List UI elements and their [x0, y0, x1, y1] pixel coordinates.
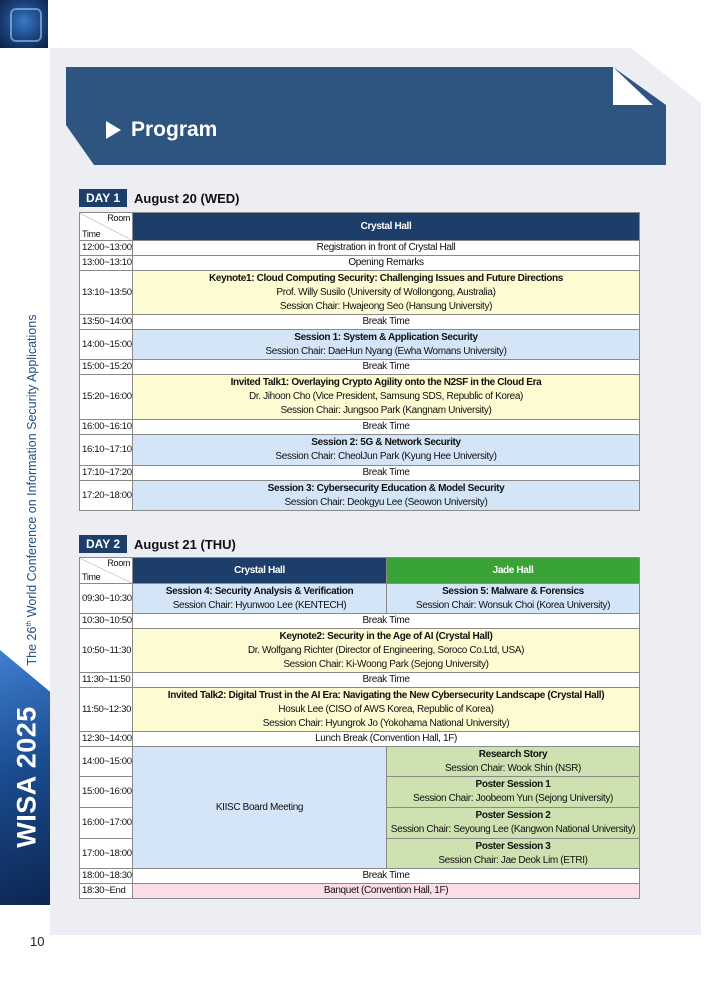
- day1-badge: DAY 1: [79, 189, 127, 207]
- table-row: 14:00~15:00 Session 1: System & Application Security Session Chair: DaeHun Nyang (Ewha Womans University): [80, 330, 640, 360]
- table-row: 15:00~15:20 Break Time: [80, 360, 640, 375]
- session5-cell: Session 5: Malware & Forensics Session Chair: Wonsuk Choi (Korea University): [387, 584, 640, 614]
- page-number: 10: [30, 934, 45, 949]
- table-row: 12:00~13:00 Registration in front of Crystal Hall: [80, 241, 640, 256]
- table-row: 16:00~16:10 Break Time: [80, 420, 640, 435]
- page-title: Program: [106, 118, 217, 142]
- poster-session3-cell: Poster Session 3 Session Chair: Jae Deok Lim (ETRI): [387, 839, 640, 869]
- room-time-corner: Room Time: [80, 558, 133, 584]
- table-row: 18:30~End Banquet (Convention Hall, 1F): [80, 884, 640, 899]
- keynote1-cell: Keynote1: Cloud Computing Security: Challenging Issues and Future Directions Prof. Willy Susilo (University of Wollongong, Australia) Session Chair: Hwajeong Seo (Hansung University): [133, 271, 640, 315]
- day2-schedule-table: [79, 557, 640, 899]
- crystal-hall-header: Crystal Hall: [133, 558, 387, 584]
- table-row: 13:50~14:00 Break Time: [80, 315, 640, 330]
- program-banner: [66, 67, 666, 165]
- banquet-cell: Banquet (Convention Hall, 1F): [133, 884, 640, 899]
- table-row: 16:10~17:10 Session 2: 5G & Network Security Session Chair: CheolJun Park (Kyung Hee University): [80, 435, 640, 466]
- table-row: 11:30~11:50 Break Time: [80, 673, 640, 688]
- day1-date: August 20 (WED): [134, 190, 240, 206]
- invited-talk2-cell: Invited Talk2: Digital Trust in the AI Era: Navigating the New Cybersecurity Landscape (Crystal Hall) Hosuk Lee (CISO of AWS Korea, Republic of Korea) Session Chair: Hyungrok Jo (Yokohama National University): [133, 688, 640, 732]
- table-row: 17:10~17:20 Break Time: [80, 466, 640, 481]
- table-row: 10:30~10:50 Break Time: [80, 614, 640, 629]
- table-row: 09:30~10:30 Session 4: Security Analysis & Verification Session Chair: Hyunwoo Lee (KENTECH) Session 5: Malware & Forensics Session Chair: Wonsuk Choi (Korea University): [80, 584, 640, 614]
- session3-cell: Session 3: Cybersecurity Education & Model Security Session Chair: Deokgyu Lee (Seowon University): [133, 481, 640, 511]
- table-row: 16:00~17:00 Poster Session 2 Session Chair: Seyoung Lee (Kangwon National University): [80, 808, 640, 839]
- crystal-hall-header: Crystal Hall: [133, 213, 640, 241]
- table-row: 17:20~18:00 Session 3: Cybersecurity Education & Model Security Session Chair: Deokgyu Lee (Seowon University): [80, 481, 640, 511]
- table-row: 13:10~13:50 Keynote1: Cloud Computing Security: Challenging Issues and Future Directions Prof. Willy Susilo (University of Wollongong, Australia) Session Chair: Hwajeong Seo (Hansung University): [80, 271, 640, 315]
- table-row: 18:00~18:30 Break Time: [80, 869, 640, 884]
- header-decoration-image: [0, 0, 48, 48]
- room-time-corner: Room Time: [80, 213, 133, 241]
- table-header-row: [80, 558, 640, 584]
- table-row: 10:50~11:30 Keynote2: Security in the Age of AI (Crystal Hall) Dr. Wolfgang Richter (Director of Engineering, Soroco Co.Ltd, USA) Session Chair: Ki-Woong Park (Sejong University): [80, 629, 640, 673]
- wisa-logo: WISA 2025: [11, 706, 42, 848]
- day1-schedule-table: [79, 212, 640, 511]
- day1-heading: [79, 189, 239, 207]
- day2-date: August 21 (THU): [134, 536, 236, 552]
- day2-heading: [79, 535, 236, 553]
- table-row: 17:00~18:00 Poster Session 3 Session Chair: Jae Deok Lim (ETRI): [80, 839, 640, 869]
- session2-cell: Session 2: 5G & Network Security Session Chair: CheolJun Park (Kyung Hee University): [133, 435, 640, 466]
- table-row: 14:00~15:00 KIISC Board Meeting Research Story Session Chair: Wook Shin (NSR): [80, 747, 640, 777]
- poster-session1-cell: Poster Session 1 Session Chair: Joobeom Yun (Sejong University): [387, 777, 640, 808]
- table-row: 15:00~16:00 Poster Session 1 Session Chair: Joobeom Yun (Sejong University): [80, 777, 640, 808]
- table-header-row: [80, 213, 640, 241]
- table-row: 12:30~14:00 Lunch Break (Convention Hall, 1F): [80, 732, 640, 747]
- research-story-cell: Research Story Session Chair: Wook Shin (NSR): [387, 747, 640, 777]
- poster-session2-cell: Poster Session 2 Session Chair: Seyoung Lee (Kangwon National University): [387, 808, 640, 839]
- table-row: 13:00~13:10 Opening Remarks: [80, 256, 640, 271]
- table-row: 11:50~12:30 Invited Talk2: Digital Trust in the AI Era: Navigating the New Cybersecurity Landscape (Crystal Hall) Hosuk Lee (CISO of AWS Korea, Republic of Korea) Session Chair: Hyungrok Jo (Yokohama National University): [80, 688, 640, 732]
- table-row: 15:20~16:00 Invited Talk1: Overlaying Crypto Agility onto the N2SF in the Cloud Era Dr. Jihoon Cho (Vice President, Samsung SDS, Republic of Korea) Session Chair: Jungsoo Park (Kangnam University): [80, 375, 640, 420]
- kiisc-board-meeting-cell: KIISC Board Meeting: [133, 747, 387, 869]
- jade-hall-header: Jade Hall: [387, 558, 640, 584]
- day2-badge: DAY 2: [79, 535, 127, 553]
- conference-title-vertical: The 26th World Conference on Information Security Applications: [25, 314, 39, 666]
- session1-cell: Session 1: System & Application Security Session Chair: DaeHun Nyang (Ewha Womans University): [133, 330, 640, 360]
- invited-talk1-cell: Invited Talk1: Overlaying Crypto Agility onto the N2SF in the Cloud Era Dr. Jihoon Cho (Vice President, Samsung SDS, Republic of Korea) Session Chair: Jungsoo Park (Kangnam University): [133, 375, 640, 420]
- session4-cell: Session 4: Security Analysis & Verification Session Chair: Hyunwoo Lee (KENTECH): [133, 584, 387, 614]
- play-triangle-icon: [106, 121, 121, 139]
- keynote2-cell: Keynote2: Security in the Age of AI (Crystal Hall) Dr. Wolfgang Richter (Director of Engineering, Soroco Co.Ltd, USA) Session Chair: Ki-Woong Park (Sejong University): [133, 629, 640, 673]
